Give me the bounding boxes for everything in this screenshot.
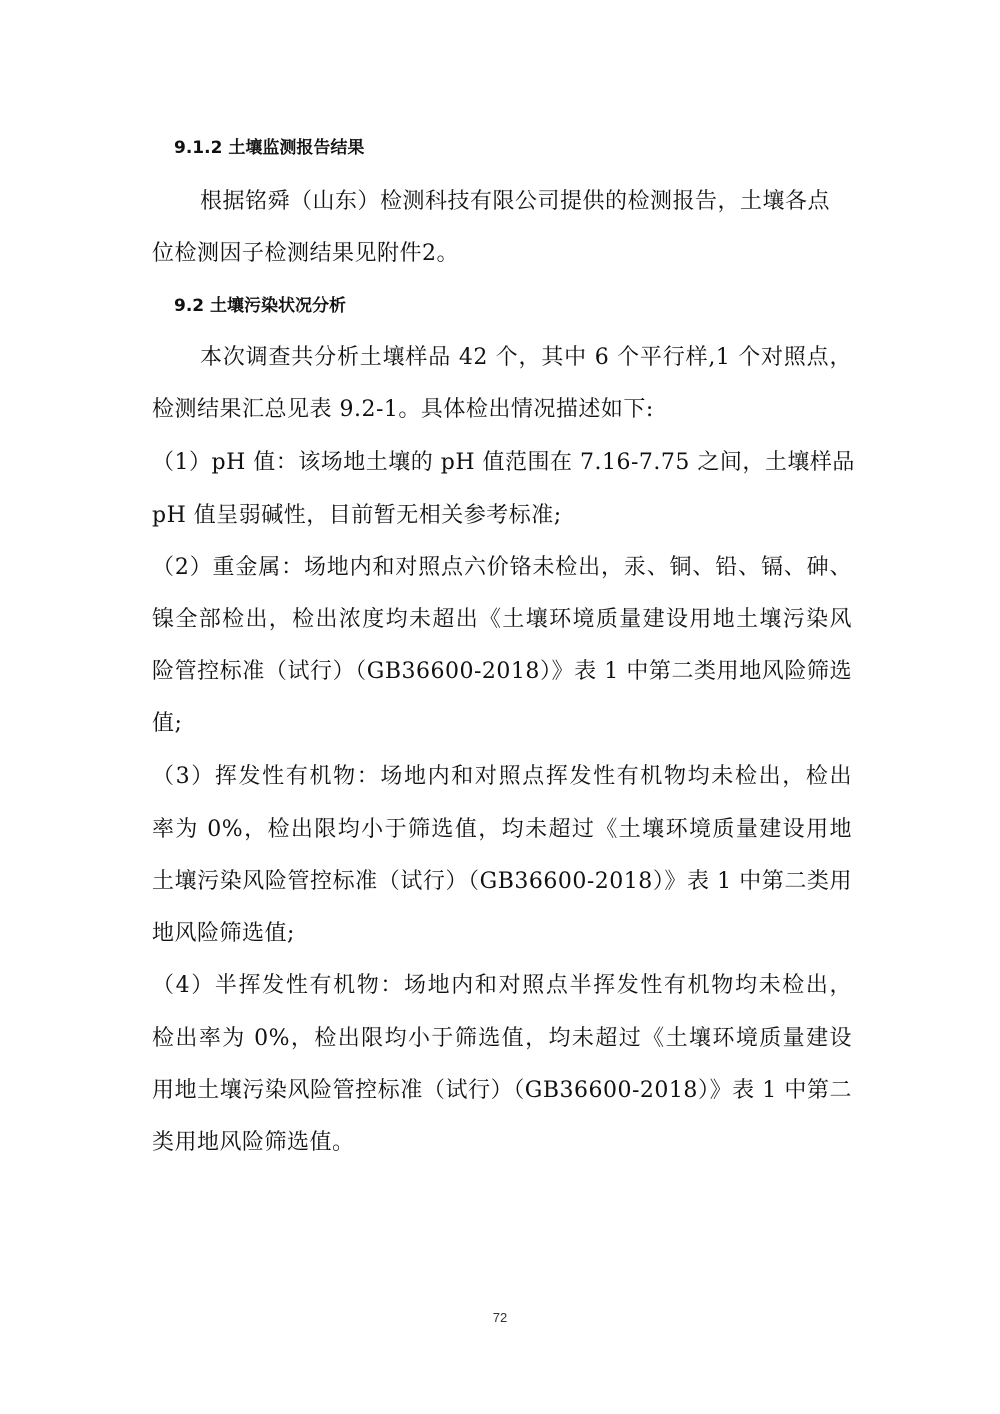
item-3-line-1: （3）挥发性有机物：场地内和对照点挥发性有机物均未检出，检出	[152, 764, 852, 789]
item-2-line-4: 值;	[152, 711, 183, 736]
item-3-line-4: 地风险筛选值;	[152, 921, 295, 946]
item-4-line-1: （4）半挥发性有机物：场地内和对照点半挥发性有机物均未检出，	[152, 973, 852, 998]
item-4-line-3: 用地土壤污染风险管控标准（试行）（GB36600-2018）》表 1 中第二	[152, 1078, 852, 1103]
item-4-line-2: 检出率为 0%，检出限均小于筛选值，均未超过《土壤环境质量建设	[152, 1026, 852, 1051]
section-heading-9-2: 9.2 土壤污染状况分析	[174, 296, 347, 316]
paragraph-intro-line-2: 检测结果汇总见表 9.2-1。具体检出情况描述如下:	[152, 397, 654, 422]
item-3-line-2: 率为 0%，检出限均小于筛选值，均未超过《土壤环境质量建设用地	[152, 817, 852, 842]
item-3-line-3: 土壤污染风险管控标准（试行）（GB36600-2018）》表 1 中第二类用	[152, 869, 852, 894]
page-number: 72	[492, 1310, 508, 1325]
paragraph-9-1-2-line-1: 根据铭舜（山东）检测科技有限公司提供的检测报告，土壤各点	[200, 189, 831, 214]
item-1-line-1: （1）pH 值：该场地土壤的 pH 值范围在 7.16-7.75 之间，土壤样品	[152, 450, 855, 475]
item-4-line-4: 类用地风险筛选值。	[152, 1130, 355, 1155]
item-2-line-1: （2）重金属：场地内和对照点六价铬未检出，汞、铜、铅、镉、砷、	[152, 555, 852, 580]
item-1-line-2: pH 值呈弱碱性，目前暂无相关参考标准;	[152, 503, 562, 528]
section-heading-9-1-2: 9.1.2 土壤监测报告结果	[174, 138, 365, 158]
paragraph-9-1-2-line-2: 位检测因子检测结果见附件2。	[152, 241, 459, 266]
item-2-line-2: 镍全部检出，检出浓度均未超出《土壤环境质量建设用地土壤污染风	[152, 607, 852, 632]
item-2-line-3: 险管控标准（试行）（GB36600-2018）》表 1 中第二类用地风险筛选	[152, 659, 852, 684]
paragraph-intro-line-1: 本次调查共分析土壤样品 42 个，其中 6 个平行样,1 个对照点，	[200, 345, 852, 370]
